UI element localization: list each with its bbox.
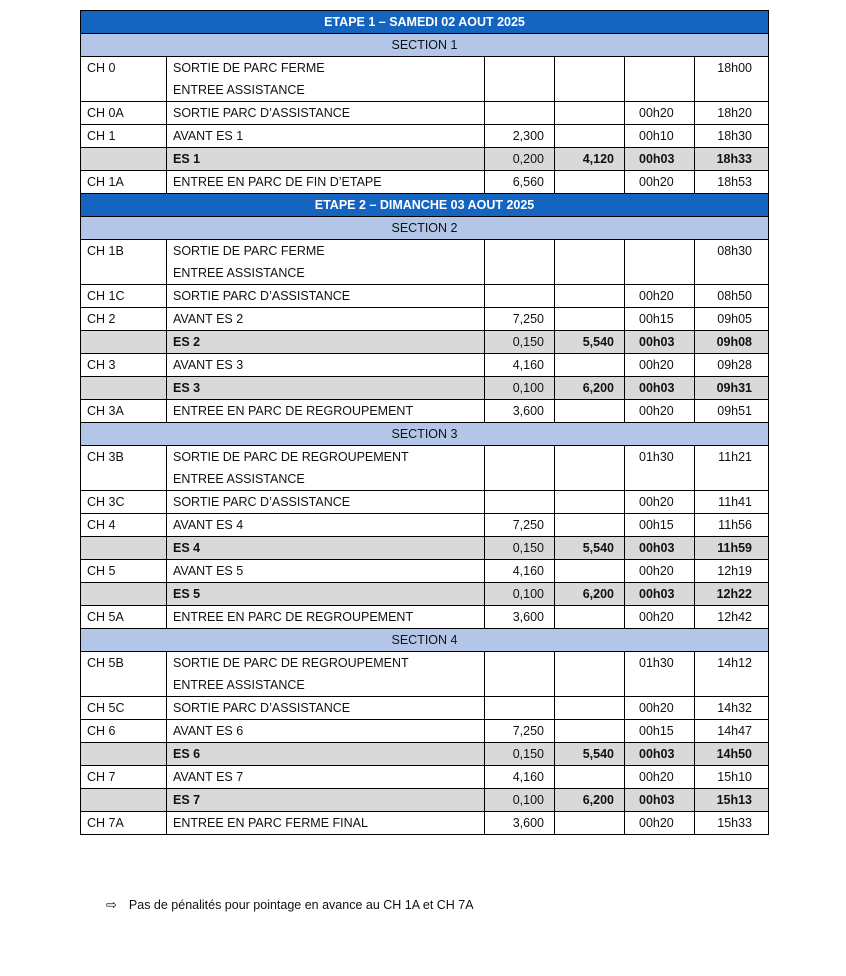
- row-label: [167, 125, 485, 148]
- row-label-second-line: ENTREE ASSISTANCE: [173, 83, 305, 97]
- distance-cell: [485, 697, 555, 720]
- control-point-row: [81, 606, 769, 629]
- section-title: SECTION 3: [81, 423, 769, 446]
- distance-cell: 7,250: [485, 720, 555, 743]
- control-point-code: CH 5: [81, 560, 167, 583]
- schedule-time-cell: 09h31: [695, 377, 769, 400]
- control-point-row: [81, 446, 769, 491]
- special-stage-distance-cell: 4,120: [555, 148, 625, 171]
- distance-cell: 2,300: [485, 125, 555, 148]
- target-time-cell: 00h20: [625, 766, 695, 789]
- target-time-cell: 00h20: [625, 171, 695, 194]
- control-point-code: CH 3C: [81, 491, 167, 514]
- special-stage-row: [81, 743, 769, 766]
- distance-cell: 3,600: [485, 606, 555, 629]
- control-point-row: [81, 240, 769, 285]
- row-label-line: AVANT ES 2: [173, 312, 244, 326]
- special-stage-distance-cell: 6,200: [555, 583, 625, 606]
- target-time-cell: 00h10: [625, 125, 695, 148]
- row-label-line: AVANT ES 6: [173, 724, 244, 738]
- row-label-second-line: ENTREE ASSISTANCE: [173, 678, 305, 692]
- control-point-code: [81, 377, 167, 400]
- row-label-line: SORTIE DE PARC FERME: [173, 61, 325, 75]
- target-time-cell: 00h20: [625, 560, 695, 583]
- target-time-cell: [625, 240, 695, 285]
- special-stage-distance-cell: [555, 308, 625, 331]
- special-stage-distance-cell: [555, 766, 625, 789]
- special-stage-distance-cell: [555, 400, 625, 423]
- distance-cell: [485, 491, 555, 514]
- target-time-cell: 00h03: [625, 583, 695, 606]
- distance-cell: 3,600: [485, 812, 555, 835]
- schedule-time-cell: 14h50: [695, 743, 769, 766]
- special-stage-distance-cell: [555, 606, 625, 629]
- control-point-row: [81, 491, 769, 514]
- schedule-time-cell: 11h21: [695, 446, 769, 491]
- row-label-line: ENTREE EN PARC DE REGROUPEMENT: [173, 404, 414, 418]
- distance-cell: 7,250: [485, 308, 555, 331]
- control-point-code: CH 5A: [81, 606, 167, 629]
- row-label-line: AVANT ES 5: [173, 564, 244, 578]
- row-label-line: SORTIE DE PARC FERME: [173, 244, 325, 258]
- control-point-code: CH 0A: [81, 102, 167, 125]
- control-point-code: CH 3A: [81, 400, 167, 423]
- section-header: [81, 34, 769, 57]
- schedule-time-cell: 08h30: [695, 240, 769, 285]
- row-label-line: AVANT ES 3: [173, 358, 244, 372]
- row-label: [167, 697, 485, 720]
- row-label-second-line: ENTREE ASSISTANCE: [173, 266, 305, 280]
- control-point-code: CH 1: [81, 125, 167, 148]
- section-title: SECTION 2: [81, 217, 769, 240]
- control-point-code: CH 5B: [81, 652, 167, 697]
- special-stage-distance-cell: 5,540: [555, 537, 625, 560]
- row-label: [167, 171, 485, 194]
- row-label-line: ES 1: [173, 152, 201, 166]
- row-label-line: SORTIE PARC D’ASSISTANCE: [173, 289, 351, 303]
- target-time-cell: 00h20: [625, 354, 695, 377]
- row-label: [167, 102, 485, 125]
- control-point-code: CH 2: [81, 308, 167, 331]
- special-stage-distance-cell: [555, 812, 625, 835]
- control-point-code: [81, 331, 167, 354]
- section-title: SECTION 1: [81, 34, 769, 57]
- special-stage-row: [81, 583, 769, 606]
- row-label-line: ES 7: [173, 793, 201, 807]
- schedule-time-cell: 14h32: [695, 697, 769, 720]
- timetable: [80, 10, 769, 835]
- target-time-cell: 00h20: [625, 400, 695, 423]
- distance-cell: 0,150: [485, 537, 555, 560]
- schedule-time-cell: 11h59: [695, 537, 769, 560]
- special-stage-distance-cell: 5,540: [555, 331, 625, 354]
- row-label: [167, 331, 485, 354]
- target-time-cell: 00h03: [625, 148, 695, 171]
- stage-header: [81, 11, 769, 34]
- schedule-time-cell: 09h28: [695, 354, 769, 377]
- distance-cell: 6,560: [485, 171, 555, 194]
- target-time-cell: 00h20: [625, 102, 695, 125]
- special-stage-distance-cell: 5,540: [555, 743, 625, 766]
- special-stage-distance-cell: [555, 102, 625, 125]
- row-label: [167, 491, 485, 514]
- schedule-time-cell: 12h22: [695, 583, 769, 606]
- control-point-code: CH 4: [81, 514, 167, 537]
- special-stage-row: [81, 789, 769, 812]
- row-label-line: SORTIE DE PARC DE REGROUPEMENT: [173, 656, 409, 670]
- special-stage-distance-cell: [555, 491, 625, 514]
- control-point-code: [81, 583, 167, 606]
- row-label: [167, 606, 485, 629]
- schedule-time-cell: 09h08: [695, 331, 769, 354]
- section-header: [81, 629, 769, 652]
- row-label: [167, 514, 485, 537]
- schedule-time-cell: 18h33: [695, 148, 769, 171]
- schedule-time-cell: 11h41: [695, 491, 769, 514]
- special-stage-distance-cell: [555, 514, 625, 537]
- schedule-time-cell: 15h10: [695, 766, 769, 789]
- schedule-time-cell: 09h51: [695, 400, 769, 423]
- control-point-code: CH 7: [81, 766, 167, 789]
- special-stage-distance-cell: [555, 171, 625, 194]
- distance-cell: 4,160: [485, 560, 555, 583]
- section-header: [81, 423, 769, 446]
- row-label: [167, 652, 485, 697]
- footnote-text: Pas de pénalités pour pointage en avance au CH 1A et CH 7A: [128, 898, 474, 912]
- target-time-cell: 00h15: [625, 514, 695, 537]
- row-label-line: ENTREE EN PARC DE FIN D’ETAPE: [173, 175, 382, 189]
- schedule-time-cell: 11h56: [695, 514, 769, 537]
- control-point-row: [81, 171, 769, 194]
- control-point-row: [81, 514, 769, 537]
- control-point-row: [81, 766, 769, 789]
- special-stage-distance-cell: [555, 560, 625, 583]
- distance-cell: 0,150: [485, 331, 555, 354]
- special-stage-distance-cell: [555, 240, 625, 285]
- control-point-row: [81, 720, 769, 743]
- row-label: [167, 720, 485, 743]
- distance-cell: 0,100: [485, 377, 555, 400]
- special-stage-distance-cell: [555, 720, 625, 743]
- special-stage-distance-cell: [555, 354, 625, 377]
- target-time-cell: 00h15: [625, 720, 695, 743]
- row-label: [167, 583, 485, 606]
- stage-title: ETAPE 2 – DIMANCHE 03 AOUT 2025: [81, 194, 769, 217]
- row-label: [167, 560, 485, 583]
- special-stage-distance-cell: [555, 57, 625, 102]
- section-header: [81, 217, 769, 240]
- special-stage-distance-cell: [555, 285, 625, 308]
- stage-title: ETAPE 1 – SAMEDI 02 AOUT 2025: [81, 11, 769, 34]
- special-stage-row: [81, 537, 769, 560]
- row-label-line: SORTIE DE PARC DE REGROUPEMENT: [173, 450, 409, 464]
- distance-cell: [485, 446, 555, 491]
- distance-cell: 0,100: [485, 583, 555, 606]
- schedule-time-cell: 12h19: [695, 560, 769, 583]
- target-time-cell: 00h03: [625, 743, 695, 766]
- distance-cell: [485, 240, 555, 285]
- row-label-second-line: ENTREE ASSISTANCE: [173, 472, 305, 486]
- stage-header: [81, 194, 769, 217]
- schedule-time-cell: 18h53: [695, 171, 769, 194]
- control-point-row: [81, 400, 769, 423]
- control-point-row: [81, 125, 769, 148]
- control-point-row: [81, 102, 769, 125]
- control-point-code: CH 5C: [81, 697, 167, 720]
- distance-cell: 7,250: [485, 514, 555, 537]
- distance-cell: 4,160: [485, 766, 555, 789]
- schedule-time-cell: 18h30: [695, 125, 769, 148]
- row-label: [167, 285, 485, 308]
- special-stage-distance-cell: [555, 652, 625, 697]
- row-label-line: SORTIE PARC D’ASSISTANCE: [173, 106, 351, 120]
- target-time-cell: 00h20: [625, 285, 695, 308]
- distance-cell: [485, 285, 555, 308]
- control-point-code: CH 6: [81, 720, 167, 743]
- row-label-line: SORTIE PARC D’ASSISTANCE: [173, 495, 351, 509]
- row-label: [167, 400, 485, 423]
- control-point-code: [81, 148, 167, 171]
- special-stage-distance-cell: 6,200: [555, 377, 625, 400]
- schedule-time-cell: 15h13: [695, 789, 769, 812]
- schedule-time-cell: 09h05: [695, 308, 769, 331]
- schedule-time-cell: 14h47: [695, 720, 769, 743]
- row-label-line: ENTREE EN PARC DE REGROUPEMENT: [173, 610, 414, 624]
- row-label: [167, 446, 485, 491]
- row-label: [167, 743, 485, 766]
- row-label-line: AVANT ES 4: [173, 518, 244, 532]
- control-point-code: [81, 537, 167, 560]
- control-point-code: [81, 789, 167, 812]
- right-arrow-icon: ⇨: [106, 897, 117, 912]
- special-stage-distance-cell: [555, 446, 625, 491]
- row-label-line: ENTREE EN PARC FERME FINAL: [173, 816, 368, 830]
- row-label-line: ES 5: [173, 587, 201, 601]
- schedule-time-cell: 08h50: [695, 285, 769, 308]
- target-time-cell: 01h30: [625, 446, 695, 491]
- section-title: SECTION 4: [81, 629, 769, 652]
- row-label: [167, 812, 485, 835]
- control-point-row: [81, 57, 769, 102]
- distance-cell: 0,100: [485, 789, 555, 812]
- row-label: [167, 537, 485, 560]
- row-label-line: ES 3: [173, 381, 201, 395]
- target-time-cell: 00h03: [625, 789, 695, 812]
- control-point-row: [81, 285, 769, 308]
- row-label-line: AVANT ES 1: [173, 129, 244, 143]
- target-time-cell: 00h03: [625, 331, 695, 354]
- special-stage-distance-cell: [555, 697, 625, 720]
- distance-cell: 0,200: [485, 148, 555, 171]
- control-point-code: CH 1C: [81, 285, 167, 308]
- special-stage-distance-cell: [555, 125, 625, 148]
- schedule-time-cell: 12h42: [695, 606, 769, 629]
- control-point-row: [81, 354, 769, 377]
- control-point-code: CH 1A: [81, 171, 167, 194]
- control-point-row: [81, 560, 769, 583]
- row-label-line: ES 4: [173, 541, 201, 555]
- control-point-code: [81, 743, 167, 766]
- target-time-cell: 00h03: [625, 537, 695, 560]
- row-label: [167, 308, 485, 331]
- row-label-line: SORTIE PARC D’ASSISTANCE: [173, 701, 351, 715]
- schedule-time-cell: 18h00: [695, 57, 769, 102]
- schedule-time-cell: 18h20: [695, 102, 769, 125]
- control-point-row: [81, 308, 769, 331]
- control-point-code: CH 1B: [81, 240, 167, 285]
- target-time-cell: 00h15: [625, 308, 695, 331]
- schedule-time-cell: 15h33: [695, 812, 769, 835]
- target-time-cell: 00h20: [625, 812, 695, 835]
- row-label: [167, 57, 485, 102]
- control-point-code: CH 3B: [81, 446, 167, 491]
- row-label-line: ES 2: [173, 335, 201, 349]
- distance-cell: [485, 102, 555, 125]
- row-label: [167, 377, 485, 400]
- control-point-code: CH 7A: [81, 812, 167, 835]
- row-label-line: ES 6: [173, 747, 201, 761]
- special-stage-row: [81, 377, 769, 400]
- control-point-code: CH 3: [81, 354, 167, 377]
- row-label: [167, 240, 485, 285]
- footnote: [106, 897, 474, 913]
- target-time-cell: 01h30: [625, 652, 695, 697]
- special-stage-row: [81, 331, 769, 354]
- target-time-cell: [625, 57, 695, 102]
- row-label-line: AVANT ES 7: [173, 770, 244, 784]
- target-time-cell: 00h20: [625, 606, 695, 629]
- distance-cell: 4,160: [485, 354, 555, 377]
- distance-cell: 3,600: [485, 400, 555, 423]
- row-label: [167, 148, 485, 171]
- target-time-cell: 00h03: [625, 377, 695, 400]
- schedule-time-cell: 14h12: [695, 652, 769, 697]
- special-stage-row: [81, 148, 769, 171]
- row-label: [167, 789, 485, 812]
- distance-cell: [485, 57, 555, 102]
- control-point-row: [81, 652, 769, 697]
- target-time-cell: 00h20: [625, 491, 695, 514]
- control-point-row: [81, 697, 769, 720]
- row-label: [167, 766, 485, 789]
- control-point-row: [81, 812, 769, 835]
- row-label: [167, 354, 485, 377]
- target-time-cell: 00h20: [625, 697, 695, 720]
- distance-cell: 0,150: [485, 743, 555, 766]
- special-stage-distance-cell: 6,200: [555, 789, 625, 812]
- control-point-code: CH 0: [81, 57, 167, 102]
- distance-cell: [485, 652, 555, 697]
